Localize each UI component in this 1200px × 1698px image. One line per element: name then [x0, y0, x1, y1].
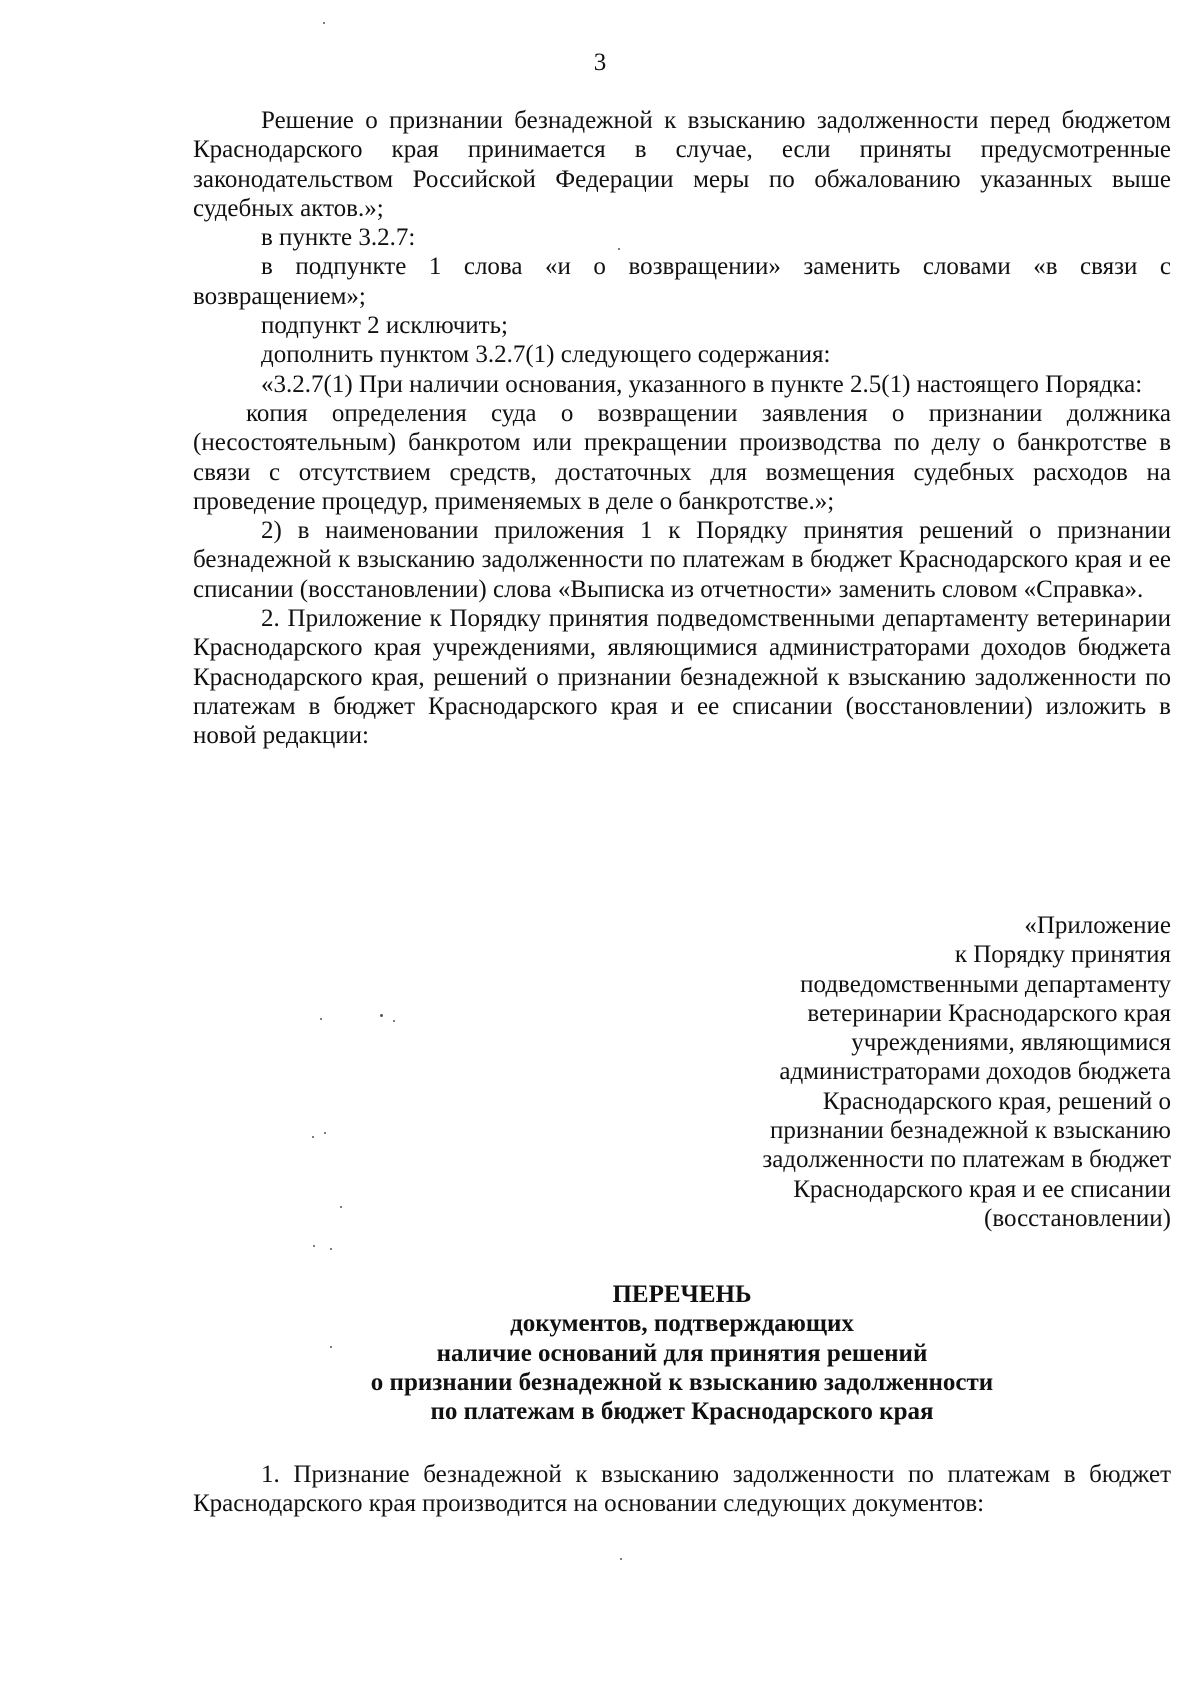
appendix-line: Краснодарского края и ее списании [793, 1175, 1171, 1203]
paragraph: в подпункте 1 слова «и о возвращении» заменить словами «в связи с возвращением»; [193, 253, 1171, 310]
body-text [193, 106, 1171, 751]
scan-speck [330, 1248, 332, 1250]
document-title [193, 1280, 1171, 1426]
appendix-line: к Порядку принятия [954, 941, 1171, 969]
appendix-line: администраторами доходов бюджета [779, 1058, 1171, 1086]
title-line: ПЕРЕЧЕНЬ [612, 1281, 752, 1308]
scan-speck [330, 1346, 332, 1348]
scan-speck [618, 248, 620, 250]
appendix-line: ветеринарии Краснодарского края [807, 999, 1171, 1027]
scan-speck [340, 1206, 342, 1208]
final-text [193, 1460, 1171, 1519]
subtitle-line: наличие оснований для принятия решений [436, 1339, 928, 1367]
appendix-line: подведомственными департаменту [800, 970, 1171, 998]
subtitle-line: о признании безнадежной к взысканию задолженности [370, 1368, 994, 1396]
scan-speck [393, 1020, 395, 1022]
paragraph: 2) в наименовании приложения 1 к Порядку принятия решений о признании безнадежной к взысканию задолженности по платежам в бюджет Краснодарского края и ее списании (восстановлении) слова «Выписка из отчетности» заменить словом «Справка». [193, 517, 1171, 603]
scan-speck [312, 1136, 314, 1138]
page-number: 3 [593, 49, 607, 76]
paragraph: копия определения суда о возвращении заявления о признании должника (несостоятельным) банкротом или прекращении производства по делу о банкротстве в связи с отсутствием средств, достаточных для возмещения судебных расходов на проведение процедур, применяемых в деле о банкротстве.»; [193, 399, 1171, 515]
scan-speck [380, 1014, 383, 1017]
paragraph: дополнить пунктом 3.2.7(1) следующего содержания: [261, 341, 831, 369]
paragraph: 2. Приложение к Порядку принятия подведомственными департаменту ветеринарии Краснодарского края учреждениями, являющимися администраторами доходов бюджета Краснодарского края, решений о признании безнадежной к взысканию задолженности по платежам в бюджет Краснодарского края и ее списании (восстановлении) изложить в новой редакции: [193, 605, 1171, 750]
appendix-line: Краснодарского края, решений о [822, 1087, 1171, 1115]
appendix-line: признании безнадежной к взысканию [769, 1117, 1171, 1145]
appendix-line: «Приложение [1024, 912, 1171, 939]
subtitle-line: по платежам в бюджет Краснодарского края [430, 1398, 934, 1426]
paragraph: «3.2.7(1) При наличии основания, указанного в пункте 2.5(1) настоящего Порядка: [261, 370, 1143, 398]
appendix-line: задолженности по платежам в бюджет [762, 1146, 1171, 1174]
scan-speck [320, 1018, 322, 1020]
paragraph: подпункт 2 исключить; [261, 312, 508, 340]
appendix-line: (восстановлении) [984, 1204, 1171, 1232]
appendix-note [651, 911, 1171, 1233]
scan-speck [313, 1245, 315, 1247]
paragraph: в пункте 3.2.7: [261, 224, 416, 252]
scan-speck [323, 22, 325, 24]
paragraph: Решение о признании безнадежной к взысканию задолженности перед бюджетом Краснодарского края принимается в случае, если приняты предусмотренные законодательством Российской Федерации меры по обжалованию указанных выше судебных актов.»; [193, 107, 1171, 222]
scan-speck [324, 1132, 326, 1134]
appendix-line: учреждениями, являющимися [851, 1029, 1171, 1057]
paragraph: 1. Признание безнадежной к взысканию задолженности по платежам в бюджет Краснодарского края производится на основании следующих документов: [193, 1461, 1171, 1518]
subtitle-line: документов, подтверждающих [510, 1310, 854, 1338]
scan-speck [620, 1558, 622, 1560]
